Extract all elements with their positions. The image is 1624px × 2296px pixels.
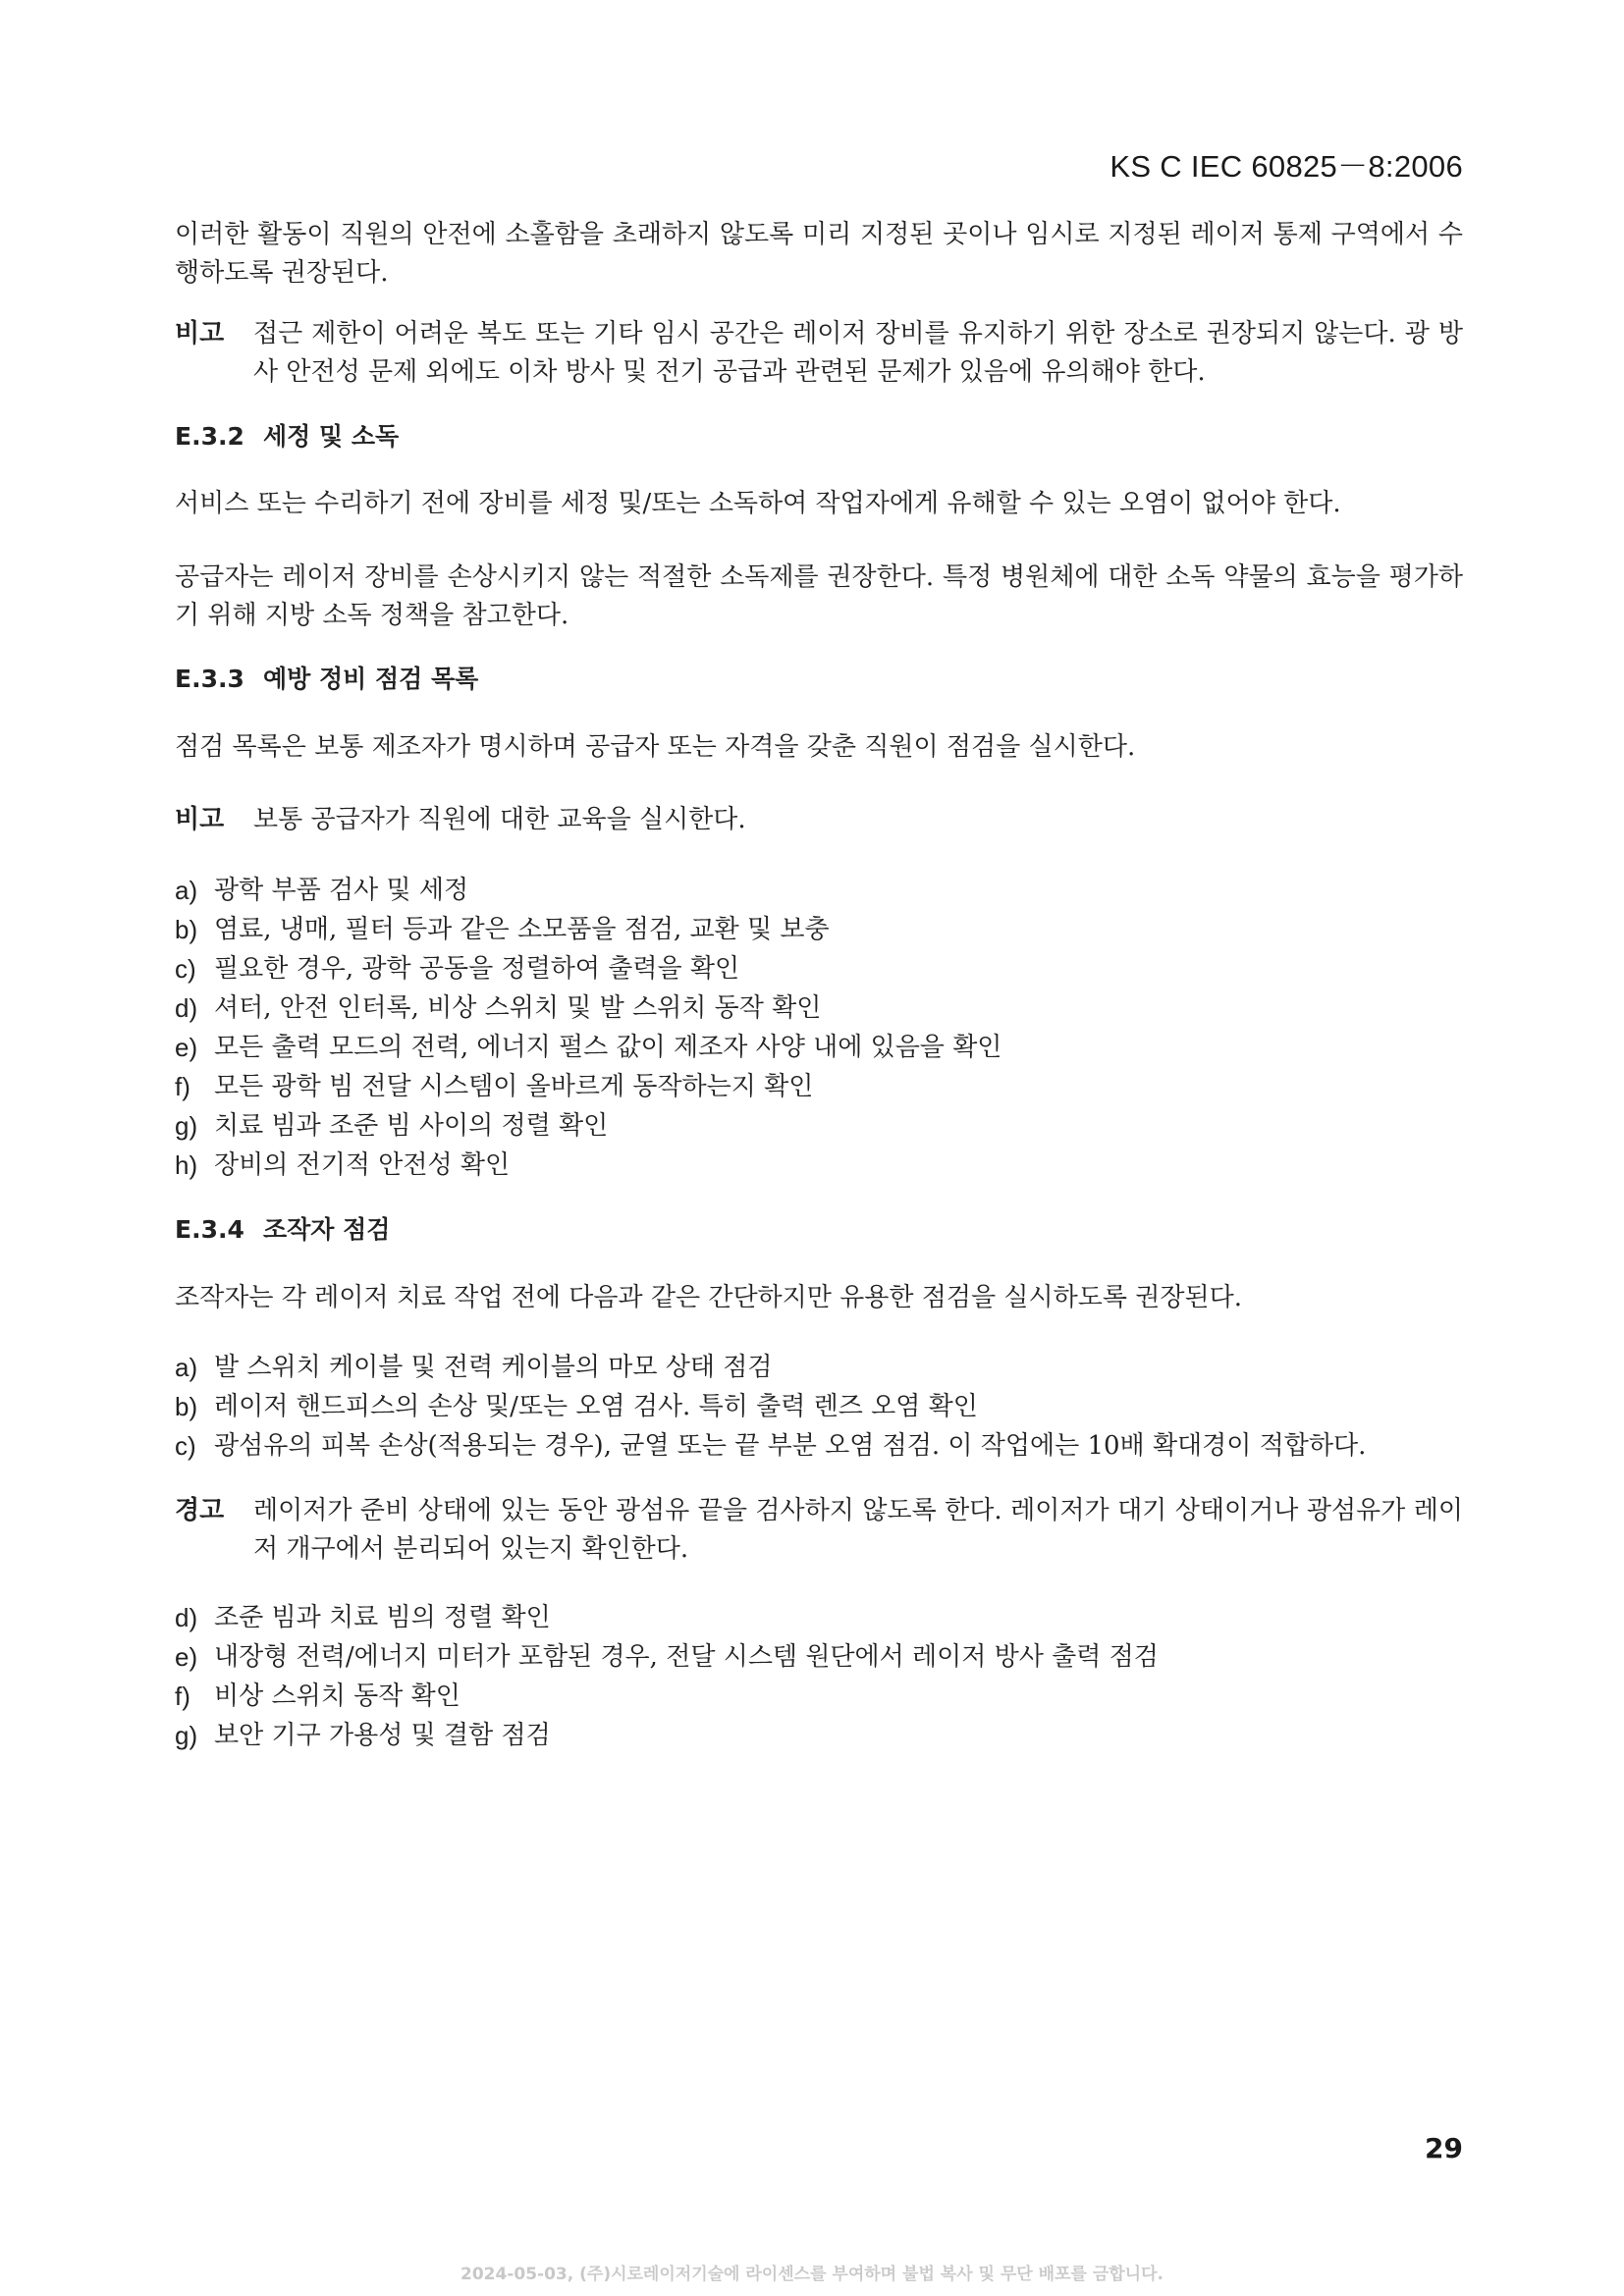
checklist: [175, 871, 1463, 1185]
list-marker: c): [175, 1431, 196, 1461]
paragraph: 조작자는 각 레이저 치료 작업 전에 다음과 같은 간단하지만 유용한 점검을 실시하도록 권장된다.: [175, 1283, 1242, 1312]
list-item-text: 모든 출력 모드의 전력, 에너지 펄스 값이 제조자 사양 내에 있음을 확인: [214, 1033, 1002, 1062]
list-item-text: 모든 광학 빔 전달 시스템이 올바르게 동작하는지 확인: [214, 1072, 814, 1101]
list-item: [175, 1426, 1463, 1466]
list-item-text: 발 스위치 케이블 및 전력 케이블의 마모 상태 점검: [214, 1353, 773, 1382]
list-marker: c): [175, 954, 196, 984]
list-marker: e): [175, 1033, 198, 1062]
list-item-text: 염료, 냉매, 필터 등과 같은 소모품을 점검, 교환 및 보충: [214, 915, 830, 944]
section-heading: [175, 660, 1463, 698]
page-number: 29: [1425, 2132, 1463, 2164]
list-item: [175, 1716, 1463, 1755]
list-item: [175, 1677, 1463, 1716]
section-title: 예방 정비 점검 목록: [263, 665, 479, 693]
section-number: E.3.2: [175, 422, 244, 451]
checklist: [175, 1598, 1463, 1755]
note-text: 보통 공급자가 직원에 대한 교육을 실시한다.: [253, 805, 746, 834]
list-marker: g): [175, 1721, 198, 1750]
list-item: [175, 1348, 1463, 1387]
list-marker: b): [175, 915, 198, 944]
license-footer: 2024-05-03, (주)시로레이저기술에 라이센스를 부여하며 불법 복사 및 무단 배포를 금합니다.: [460, 2265, 1164, 2284]
list-item-text: 레이저 핸드피스의 손상 및/또는 오염 검사. 특히 출력 렌즈 오염 확인: [214, 1392, 978, 1421]
note-block: [175, 315, 1463, 392]
paragraph: 서비스 또는 수리하기 전에 장비를 세정 및/또는 소독하여 작업자에게 유해할 수 있는 오염이 없어야 한다.: [175, 489, 1341, 518]
list-item-text: 셔터, 안전 인터록, 비상 스위치 및 발 스위치 동작 확인: [214, 993, 822, 1023]
list-marker: d): [175, 993, 198, 1023]
paragraph: 이러한 활동이 직원의 안전에 소홀함을 초래하지 않도록 미리 지정된 곳이나 임시로 지정된 레이저 통제 구역에서 수행하도록 권장된다.: [175, 220, 1463, 288]
list-marker: a): [175, 876, 198, 905]
paragraph: 공급자는 레이저 장비를 손상시키지 않는 적절한 소독제를 권장한다. 특정 병원체에 대한 소독 약물의 효능을 평가하기 위해 지방 소독 정책을 참고한다.: [175, 562, 1463, 630]
section-title: 조작자 점검: [263, 1215, 391, 1244]
list-item: [175, 871, 1463, 910]
section-heading: [175, 1210, 1463, 1249]
section-title: 세정 및 소독: [263, 422, 400, 451]
list-item-text: 치료 빔과 조준 빔 사이의 정렬 확인: [214, 1111, 609, 1141]
list-item: [175, 1146, 1463, 1185]
list-marker: b): [175, 1392, 198, 1421]
list-item: [175, 910, 1463, 949]
note-label: 비고: [175, 319, 225, 348]
list-item-text: 필요한 경우, 광학 공동을 정렬하여 출력을 확인: [214, 954, 740, 984]
warning-block: [175, 1492, 1463, 1569]
checklist: [175, 1348, 1463, 1466]
list-item: [175, 1637, 1463, 1677]
list-item: [175, 1598, 1463, 1637]
section-number: E.3.3: [175, 665, 244, 693]
list-item-text: 장비의 전기적 안전성 확인: [214, 1150, 511, 1180]
list-item: [175, 1387, 1463, 1426]
list-item-text: 조준 빔과 치료 빔의 정렬 확인: [214, 1603, 551, 1632]
note-block: [175, 801, 1463, 839]
paragraph: 점검 목록은 보통 제조자가 명시하며 공급자 또는 자격을 갖춘 직원이 점검을 실시한다.: [175, 732, 1136, 762]
list-item: [175, 1106, 1463, 1146]
standard-header: KS C IEC 60825－8:2006: [1110, 149, 1463, 184]
list-item-text: 비상 스위치 동작 확인: [214, 1682, 460, 1711]
document-body: [175, 216, 1463, 1755]
warning-label: 경고: [175, 1496, 225, 1525]
warning-text: 레이저가 준비 상태에 있는 동안 광섬유 끝을 검사하지 않도록 한다. 레이저가 대기 상태이거나 광섬유가 레이저 개구에서 분리되어 있는지 확인한다.: [253, 1496, 1463, 1564]
list-item-text: 광섬유의 피복 손상(적용되는 경우), 균열 또는 끝 부분 오염 점검. 이 작업에는 10배 확대경이 적합하다.: [214, 1431, 1367, 1461]
list-marker: f): [175, 1072, 190, 1101]
note-text: 접근 제한이 어려운 복도 또는 기타 임시 공간은 레이저 장비를 유지하기 위한 장소로 권장되지 않는다. 광 방사 안전성 문제 외에도 이차 방사 및 전기 공급과 관련된 문제가 있음에 유의해야 한다.: [253, 319, 1463, 387]
list-marker: d): [175, 1603, 198, 1632]
list-marker: e): [175, 1642, 198, 1672]
list-item: [175, 949, 1463, 988]
list-marker: h): [175, 1150, 198, 1180]
list-item: [175, 1067, 1463, 1106]
list-marker: f): [175, 1682, 190, 1711]
list-item-text: 보안 기구 가용성 및 결함 점검: [214, 1721, 551, 1750]
list-item-text: 광학 부품 검사 및 세정: [214, 876, 469, 905]
list-marker: a): [175, 1353, 198, 1382]
list-marker: g): [175, 1111, 198, 1141]
list-item-text: 내장형 전력/에너지 미터가 포함된 경우, 전달 시스템 원단에서 레이저 방사 출력 점검: [214, 1642, 1159, 1672]
list-item: [175, 988, 1463, 1028]
note-label: 비고: [175, 805, 225, 834]
section-heading: [175, 417, 1463, 455]
list-item: [175, 1028, 1463, 1067]
section-number: E.3.4: [175, 1215, 244, 1244]
